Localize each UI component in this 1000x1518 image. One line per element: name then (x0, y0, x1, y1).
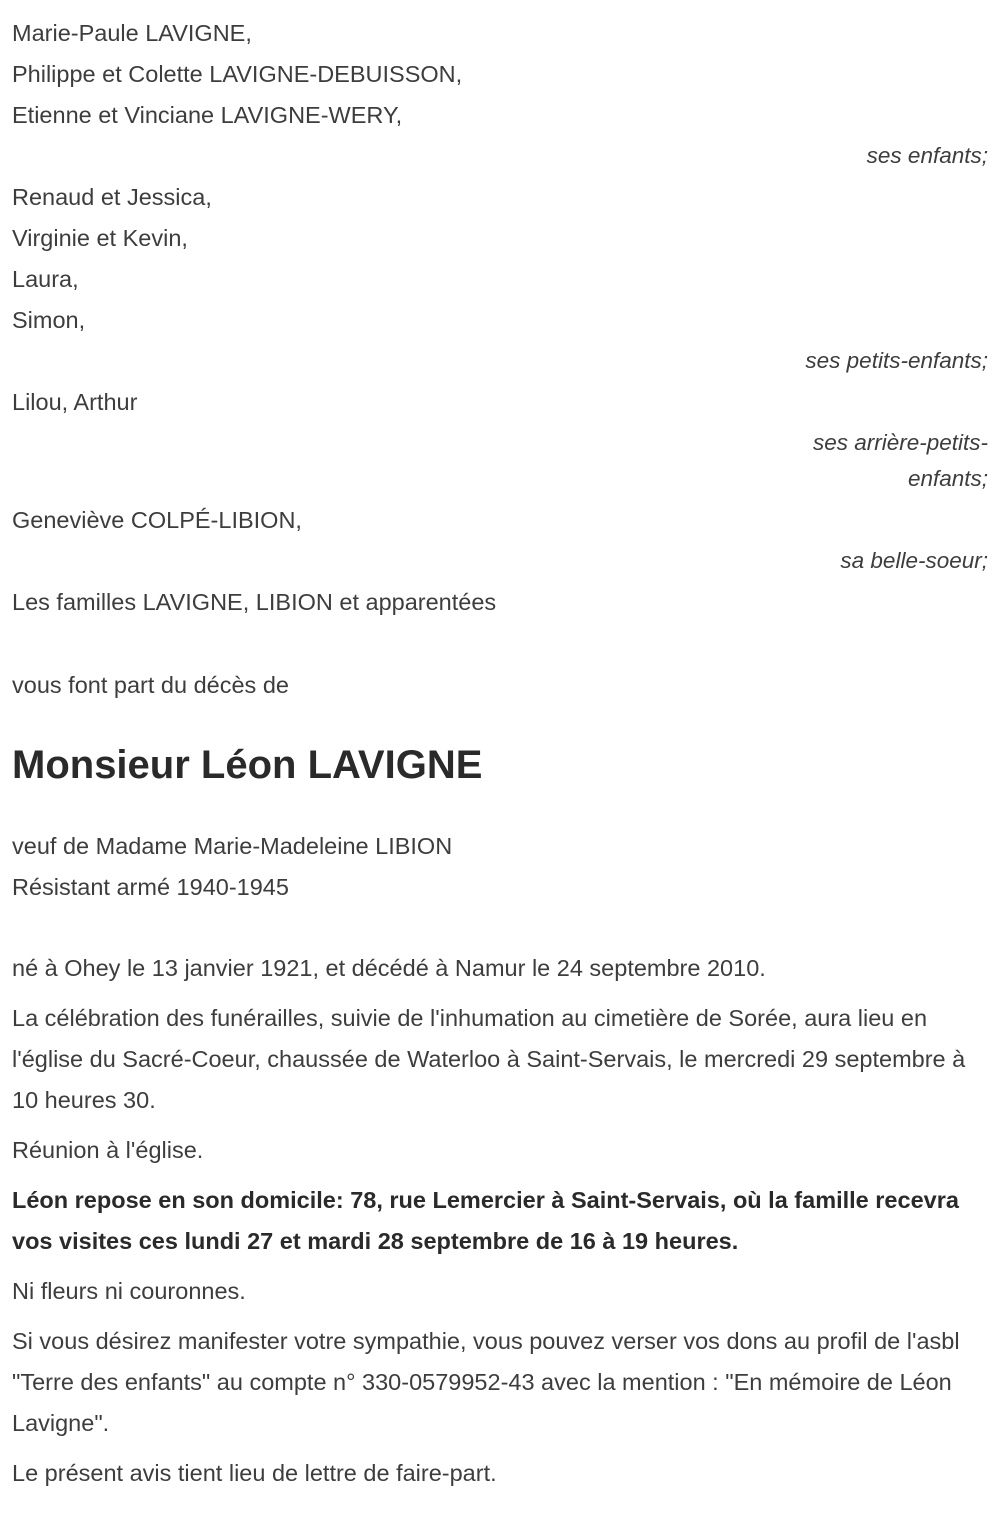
grandchildren-line: Laura, (12, 266, 79, 292)
ceremony-section (12, 948, 988, 1494)
relation-label-grandchildren: ses petits-enfants; (805, 348, 988, 373)
relation-label-great-grandchildren: ses arrière-petits-enfants; (812, 430, 988, 491)
deceased-name: Monsieur Léon LAVIGNE (12, 743, 483, 787)
children-line: Etienne et Vinciane LAVIGNE-WERY, (12, 102, 403, 128)
relation-label-children: ses enfants; (866, 143, 988, 168)
deceased-details-section (12, 826, 988, 908)
closing-line: Le présent avis tient lieu de lettre de faire-part. (12, 1460, 497, 1486)
children-line: Philippe et Colette LAVIGNE-DEBUISSON, (12, 61, 463, 87)
birth-death-line: né à Ohey le 13 janvier 1921, et décédé à Namur le 24 septembre 2010. (12, 955, 766, 981)
families-line: Les familles LAVIGNE, LIBION et apparentées (12, 589, 497, 615)
visitation-paragraph: Léon repose en son domicile: 78, rue Lemercier à Saint-Servais, où la famille recevra vos visites ces lundi 27 et mardi 28 septembre de 16 à 19 heures. (12, 1187, 959, 1254)
relation-label-sister-in-law: sa belle-soeur; (840, 548, 988, 573)
flowers-line: Ni fleurs ni couronnes. (12, 1278, 246, 1304)
intro-line: vous font part du décès de (12, 672, 289, 698)
grandchildren-line: Renaud et Jessica, (12, 184, 212, 210)
meeting-line: Réunion à l'église. (12, 1137, 204, 1163)
children-line: Marie-Paule LAVIGNE, (12, 20, 252, 46)
widower-line: veuf de Madame Marie-Madeleine LIBION (12, 833, 453, 859)
resistance-line: Résistant armé 1940-1945 (12, 874, 289, 900)
relatives-section (12, 13, 988, 623)
grandchildren-line: Simon, (12, 307, 86, 333)
grandchildren-line: Virginie et Kevin, (12, 225, 188, 251)
funeral-paragraph: La célébration des funérailles, suivie de l'inhumation au cimetière de Sorée, aura lieu en l'église du Sacré-Coeur, chaussée de Waterloo à Saint-Servais, le mercredi 29 septembre à 10 heures 30. (12, 1005, 966, 1113)
sister-in-law-line: Geneviève COLPÉ-LIBION, (12, 507, 302, 533)
great-grandchildren-line: Lilou, Arthur (12, 389, 138, 415)
donation-paragraph: Si vous désirez manifester votre sympathie, vous pouvez verser vos dons au profil de l'asbl "Terre des enfants" au compte n° 330-0579952-43 avec la mention : "En mémoire de Léon Lavigne". (12, 1328, 960, 1436)
